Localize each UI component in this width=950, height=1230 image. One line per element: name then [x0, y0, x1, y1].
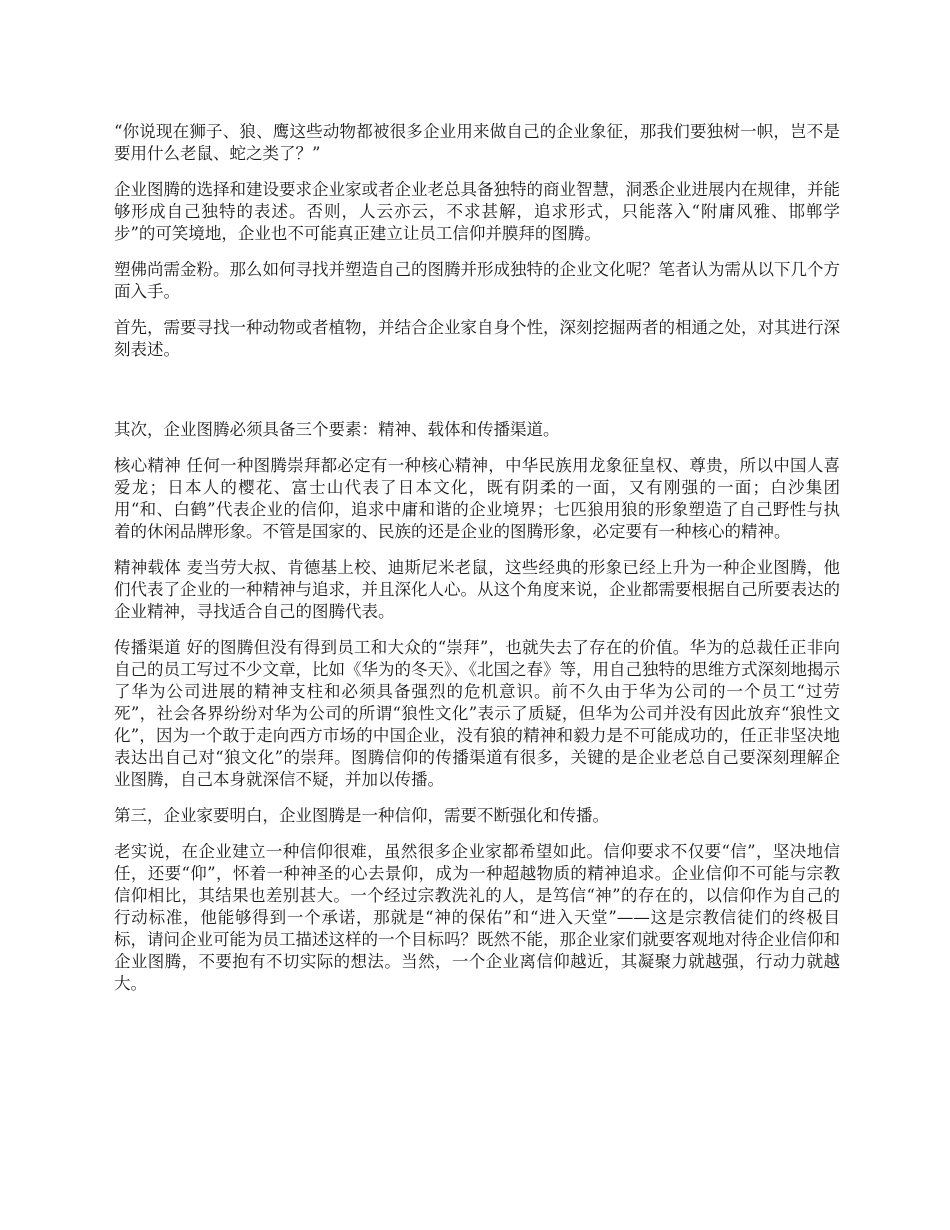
paragraph-second-step: 其次，企业图腾必须具备三个要素：精神、载体和传播渠道。	[114, 420, 560, 439]
paragraph-how-to-build: 塑佛尚需金粉。那么如何寻找并塑造自己的图腾并形成独特的企业文化呢？笔者认为需从以下几个方面入手。	[114, 260, 840, 301]
paragraph-totem-selection: 企业图腾的选择和建设要求企业家或者企业老总具备独特的商业智慧，洞悉企业进展内在规律，并能够形成自己独特的表述。否则，人云亦云，不求甚解，追求形式，只能落入“附庸风雅、邯郸学步”的可笑境地，企业也不可能真正建立让员工信仰并膜拜的图腾。	[114, 180, 840, 243]
paragraph-faith-closing: 老实说，在企业建立一种信仰很难，虽然很多企业家都希望如此。信仰要求不仅要“信”，坚决地信任，还要“仰”，怀着一种神圣的心去景仰，成为一种超越物质的精神追求。企业信仰不可能与宗教信仰相比，其结果也差别甚大。一个经过宗教洗礼的人，是笃信“神”的存在的，以信仰作为自己的行动标准，他能够得到一个承诺，那就是“神的保佑”和“进入天堂”——这是宗教信徒们的终极目标，请问企业可能为员工描述这样的一个目标吗？既然不能，那企业家们就要客观地对待企业信仰和企业图腾，不要抱有不切实际的想法。当然，一个企业离信仰越近，其凝聚力就越强，行动力就越大。	[114, 842, 840, 993]
paragraph-core-spirit: 核心精神 任何一种图腾崇拜都必定有一种核心精神，中华民族用龙象征皇权、尊贵，所以中国人喜爱龙；日本人的樱花、富士山代表了日本文化，既有阴柔的一面，又有刚强的一面；白沙集团用“和、白鹤”代表企业的信仰，追求中庸和谐的企业境界；七匹狼用狼的形象塑造了自己野性与执着的休闲品牌形象。不管是国家的、民族的还是企业的图腾形象，必定要有一种核心的精神。	[114, 456, 840, 541]
paragraph-first-step: 首先，需要寻找一种动物或者植物，并结合企业家自身个性，深刻挖掘两者的相通之处，对其进行深刻表述。	[114, 318, 840, 359]
paragraph-spirit-carrier: 精神载体 麦当劳大叔、肯德基上校、迪斯尼米老鼠，这些经典的形象已经上升为一种企业图腾，他们代表了企业的一种精神与追求，并且深化人心。从这个角度来说，企业都需要根据自己所要表达的企业精神，寻找适合自己的图腾代表。	[114, 558, 840, 621]
article-body	[114, 121, 840, 1009]
paragraph-third-step: 第三，企业家要明白，企业图腾是一种信仰，需要不断强化和传播。	[114, 806, 609, 825]
paragraph-communication-channel: 传播渠道 好的图腾但没有得到员工和大众的“崇拜”，也就失去了存在的价值。华为的总裁任正非向自己的员工写过不少文章，比如《华为的冬天》、《北国之春》等，用自己独特的思维方式深刻地揭示了华为公司进展的精神支柱和必须具备强烈的危机意识。前不久由于华为公司的一个员工“过劳死”，社会各界纷纷对华为公司的所谓“狼性文化”表示了质疑，但华为公司并没有因此放弃“狼性文化”，因为一个敢于走向西方市场的中国企业，没有狼的精神和毅力是不可能成功的，任正非坚决地表达出自己对“狼文化”的崇拜。图腾信仰的传播渠道有很多，关键的是企业老总自己要深刻理解企业图腾，自己本身就深信不疑，并加以传播。	[114, 638, 840, 789]
paragraph-opening-quote: “你说现在狮子、狼、鹰这些动物都被很多企业用来做自己的企业象征，那我们要独树一帜，岂不是要用什么老鼠、蛇之类了？”	[114, 122, 840, 163]
